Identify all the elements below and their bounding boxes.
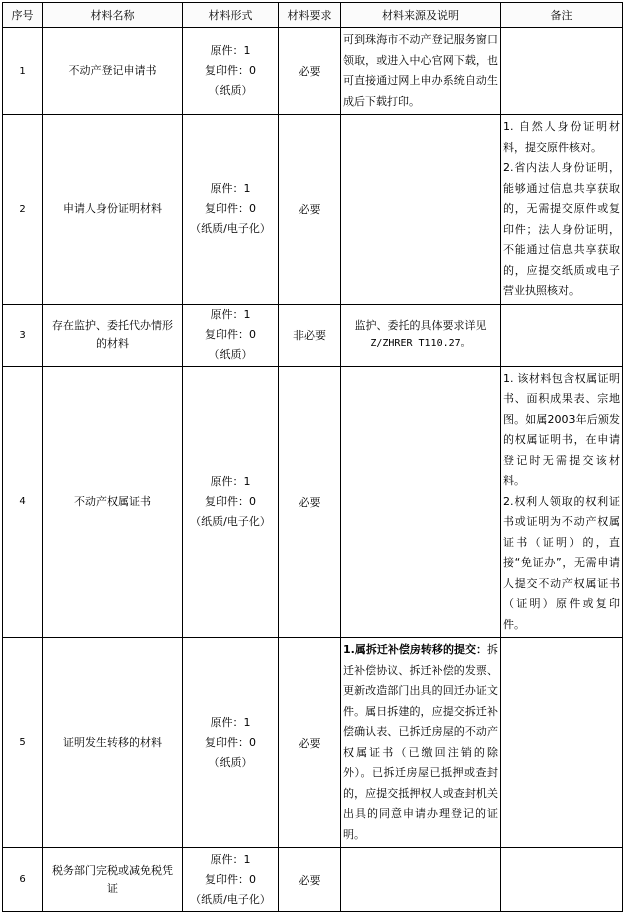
- row-requirement: 必要: [279, 366, 341, 638]
- header-material-name: 材料名称: [43, 3, 183, 28]
- source-title: 1.属拆迁补偿房转移的提交：: [343, 643, 487, 656]
- row-material-form: [183, 848, 279, 912]
- source-text: 可到珠海市不动产登记服务窗口领取，或进入中心官网下载，也可直接通过网上申办系统自动生成后下载打印。: [343, 33, 498, 108]
- row-requirement: 必要: [279, 848, 341, 912]
- row-source: [341, 366, 501, 638]
- form-copy: 复印件：0: [205, 494, 256, 508]
- row-note: [501, 28, 623, 115]
- table-row: [3, 366, 623, 638]
- form-original: 原件：1: [210, 852, 251, 866]
- row-material-form: [183, 304, 279, 366]
- form-copy: 复印件：0: [205, 64, 256, 77]
- form-original: 原件：1: [210, 308, 251, 321]
- note-item: 2.权利人领取的权利证书或证明为不动产权属证书（证明）的，直接“免证办”，无需申请人提交不动产权属证书（证明）原件或复印件。: [503, 494, 620, 631]
- row-material-name: 证明发生转移的材料: [43, 638, 183, 848]
- row-seq: 2: [3, 115, 43, 305]
- source-text: 监护、委托的具体要求详见: [354, 319, 487, 332]
- row-seq: 1: [3, 28, 43, 115]
- form-copy: 复印件：0: [205, 735, 256, 749]
- table-header-row: [3, 3, 623, 28]
- row-material-name: 不动产权属证书: [43, 366, 183, 638]
- table-row: [3, 28, 623, 115]
- row-seq: 6: [3, 848, 43, 912]
- table-row: [3, 848, 623, 912]
- row-source: [341, 638, 501, 848]
- row-requirement: 必要: [279, 28, 341, 115]
- materials-table: [2, 2, 623, 912]
- row-requirement: 必要: [279, 638, 341, 848]
- row-requirement: 非必要: [279, 304, 341, 366]
- note-item: 2.省内法人身份证明，能够通过信息共享获取的，无需提交原件或复印件；法人身份证明，不能通过信息共享获取的，应提交纸质或电子营业执照核对。: [503, 161, 620, 297]
- row-seq: 3: [3, 304, 43, 366]
- row-requirement: 必要: [279, 115, 341, 305]
- row-seq: 4: [3, 366, 43, 638]
- form-copy: 复印件：0: [205, 202, 256, 216]
- header-material-form: 材料形式: [183, 3, 279, 28]
- row-material-form: [183, 28, 279, 115]
- header-seq: 序号: [3, 3, 43, 28]
- row-material-form: [183, 366, 279, 638]
- table-row: [3, 304, 623, 366]
- header-material-source: 材料来源及说明: [341, 3, 501, 28]
- form-original: 原件：1: [210, 715, 251, 729]
- row-note: [501, 115, 623, 305]
- row-material-name: 申请人身份证明材料: [43, 115, 183, 305]
- form-medium: （纸质/电子化）: [190, 892, 271, 906]
- row-material-name: 不动产登记申请书: [43, 28, 183, 115]
- row-material-form: [183, 638, 279, 848]
- form-copy: 复印件：0: [205, 872, 256, 886]
- note-item: 1. 该材料包含权属证明书、面积成果表、宗地图。如属2003年后颁发的权属证明书，在申请登记时无需提交该材料。: [503, 371, 620, 487]
- header-material-requirement: 材料要求: [279, 3, 341, 28]
- row-note: [501, 366, 623, 638]
- form-medium: （纸质/电子化）: [190, 514, 271, 528]
- form-medium: （纸质）: [208, 755, 253, 769]
- row-note: [501, 304, 623, 366]
- form-medium: （纸质）: [208, 348, 253, 361]
- row-source: [341, 848, 501, 912]
- row-source: [341, 304, 501, 366]
- row-material-form: [183, 115, 279, 305]
- row-source: [341, 28, 501, 115]
- row-note: [501, 848, 623, 912]
- form-medium: （纸质/电子化）: [190, 222, 271, 236]
- row-seq: 5: [3, 638, 43, 848]
- table-row: [3, 638, 623, 848]
- row-source: [341, 115, 501, 305]
- form-medium: （纸质）: [208, 84, 253, 97]
- form-original: 原件：1: [210, 474, 251, 488]
- table-row: [3, 115, 623, 305]
- note-item: 1. 自然人身份证明材料，提交原件核对。: [503, 120, 620, 154]
- document-page: [2, 2, 623, 912]
- form-original: 原件：1: [210, 182, 251, 196]
- form-copy: 复印件：0: [205, 328, 256, 341]
- source-text: 拆迁补偿协议、拆迁补偿的发票、更新改造部门出具的回迁办证文件。属日拆建的，应提交拆迁补偿确认表、已拆迁房屋的不动产权属证书（已缴回注销的除外）。已拆迁房屋已抵押或查封的，应提交抵押权人或查封机关出具的同意申请办理登记的证明。: [343, 643, 498, 841]
- row-material-name: 税务部门完税或减免税凭证: [43, 848, 183, 912]
- form-original: 原件：1: [210, 44, 251, 57]
- row-material-name: 存在监护、委托代办情形的材料: [43, 304, 183, 366]
- header-note: 备注: [501, 3, 623, 28]
- row-note: [501, 638, 623, 848]
- standard-code: Z/ZHRER T110.27。: [370, 338, 471, 349]
